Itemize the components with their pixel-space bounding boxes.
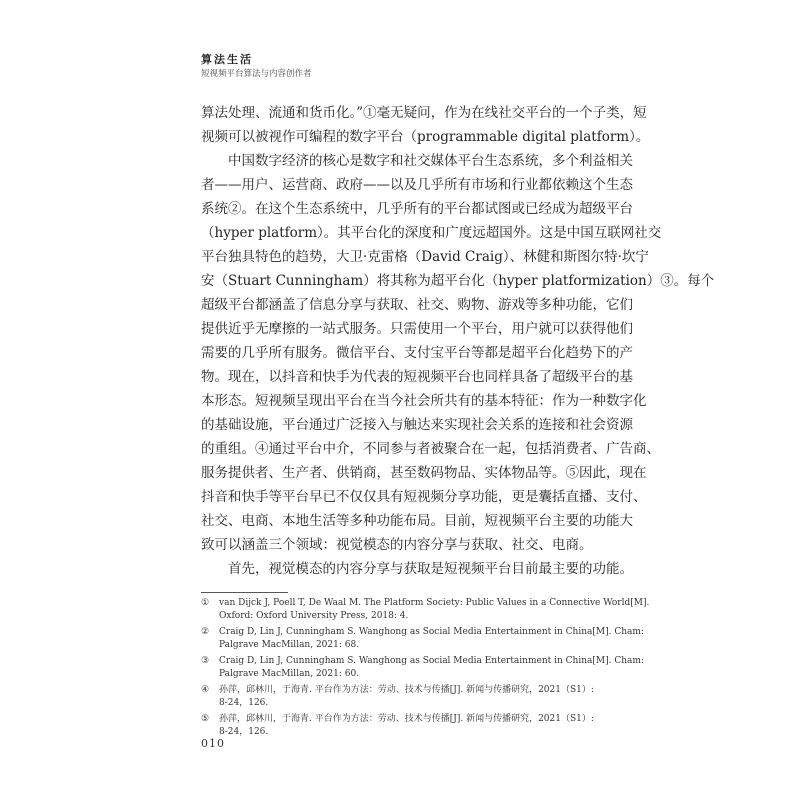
body-line: 服务提供者、生产者、供销商，甚至数码物品、实体物品等。⑤因此，现在 (201, 465, 647, 481)
body-line: 抖音和快手等平台早已不仅仅具有短视频分享功能，更是囊括直播、支付、 (201, 489, 647, 505)
body-line: 致可以涵盖三个领域：视觉模态的内容分享与获取、社交、电商。 (201, 537, 593, 553)
footnote-mark: ② (201, 627, 210, 637)
body-line: 物。现在，以抖音和快手为代表的短视频平台也同样具备了超级平台的基 (201, 369, 633, 385)
footnote (201, 626, 644, 652)
footnote-divider (201, 592, 288, 593)
footnote-line: 8-24，126. (219, 727, 269, 737)
body-text (201, 101, 715, 581)
page-number: 010 (201, 737, 225, 750)
book-title: 算法生活 (201, 53, 253, 66)
body-line: 平台独具特色的趋势，大卫·克雷格（David Craig）、林健和斯图尔特·坎宁 (201, 249, 649, 265)
body-line: 的重组。④通过平台中介，不同参与者被聚合在一起，包括消费者、广告商、 (201, 441, 660, 457)
body-line: 本形态。短视频呈现出平台在当今社会所共有的基本特征：作为一种数字化 (201, 393, 647, 409)
footnote (201, 684, 599, 710)
body-line: 者——用户、运营商、政府——以及几乎所有市场和行业都依赖这个生态 (201, 177, 633, 193)
body-line: 社交、电商、本地生活等多种功能布局。目前，短视频平台主要的功能大 (201, 513, 633, 529)
body-line: （hyper platform）。其平台化的深度和广度远超国外。这是中国互联网社交 (201, 225, 662, 241)
footnote-line: Craig D, Lin J, Cunningham S. Wanghong as Social Media Entertainment in China[M]. Cham: (219, 627, 644, 637)
body-line: 安（Stuart Cunningham）将其称为超平台化（hyper platformization）③。每个 (201, 273, 715, 289)
body-line: 首先，视觉模态的内容分享与获取是短视频平台目前最主要的功能。 (228, 561, 633, 577)
footnote-line: Palgrave MacMillan, 2021: 68. (219, 640, 360, 650)
footnote-line: 8-24，126. (219, 698, 269, 708)
footnote (201, 597, 650, 623)
body-line: 的基础设施，平台通过广泛接入与触达来实现社会关系的连接和社会资源 (201, 417, 633, 433)
footnote (201, 655, 644, 681)
body-line: 算法处理、流通和货币化。”①毫无疑问，作为在线社交平台的一个子类，短 (201, 105, 647, 121)
book-subtitle: 短视频平台算法与内容创作者 (201, 69, 312, 79)
footnote (201, 713, 599, 739)
footnote-line: Oxford: Oxford University Press, 2018: 4. (219, 611, 409, 621)
footnote-mark: ④ (201, 685, 210, 695)
body-line: 需要的几乎所有服务。微信平台、支付宝平台等都是超平台化趋势下的产 (201, 345, 633, 361)
body-line: 视频可以被视作可编程的数字平台（programmable digital platform）。 (201, 129, 650, 145)
footnote-line: 孙萍，邱林川，于海青. 平台作为方法：劳动、技术与传播[J]. 新闻与传播研究，2021（S1）: (219, 714, 594, 724)
footnotes (201, 597, 650, 742)
footnote-line: van Dijck J, Poell T, De Waal M. The Platform Society: Public Values in a Connective World[M]. (219, 598, 650, 608)
footnote-mark: ⑤ (201, 714, 210, 724)
footnote-mark: ③ (201, 656, 210, 666)
running-head (201, 52, 621, 80)
body-line: 系统②。在这个生态系统中，几乎所有的平台都试图或已经成为超级平台 (201, 201, 633, 217)
body-line: 中国数字经济的核心是数字和社交媒体平台生态系统，多个利益相关 (228, 153, 633, 169)
footnote-mark: ① (201, 598, 210, 608)
body-line: 提供近乎无摩擦的一站式服务。只需使用一个平台，用户就可以获得他们 (201, 321, 633, 337)
footnote-line: Palgrave MacMillan, 2021: 60. (219, 669, 360, 679)
footnote-line: Craig D, Lin J, Cunningham S. Wanghong as Social Media Entertainment in China[M]. Cham: (219, 656, 644, 666)
body-line: 超级平台都涵盖了信息分享与获取、社交、购物、游戏等多种功能，它们 (201, 297, 633, 313)
footnote-line: 孙萍，邱林川，于海青. 平台作为方法：劳动、技术与传播[J]. 新闻与传播研究，2021（S1）: (219, 685, 594, 695)
